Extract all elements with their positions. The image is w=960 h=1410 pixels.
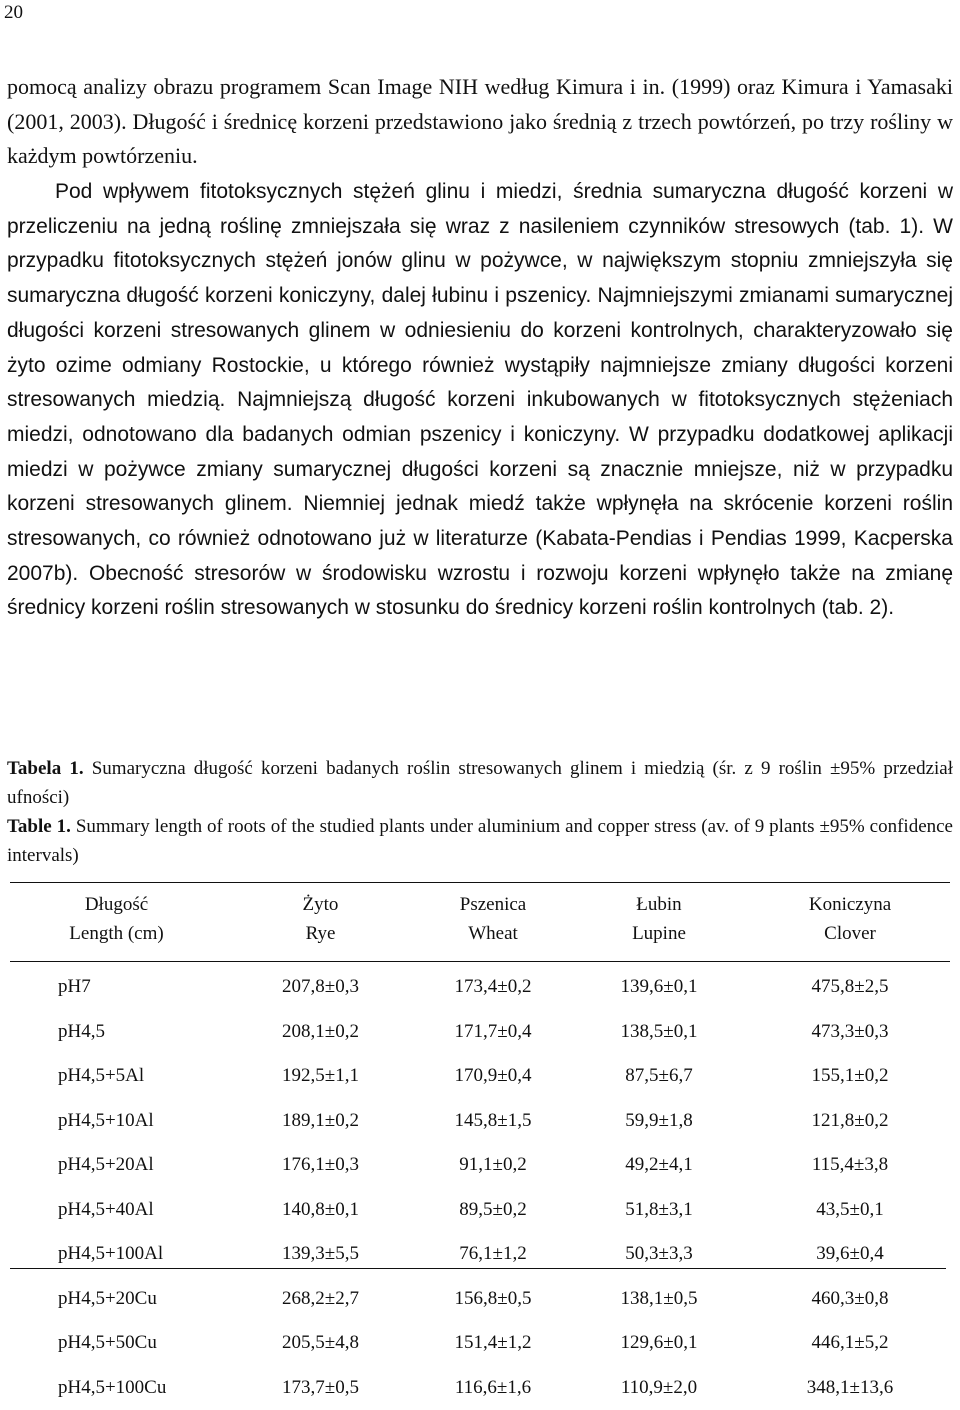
paragraph-results: Pod wpływem fitotoksycznych stężeń glinu i miedzi, średnia sumaryczna długość korzeni w przeliczeniu na jedną roślinę zmniejszała się wraz z nasileniem czynników stresowych (tab. 1). W przypadku fitotoksycznych stężeń jonów glinu w pożywce, w największym stopniu zmniejszyła się sumaryczna długość korzeni koniczyny, dalej łubinu i pszenicy. Najmniejszymi zmianami sumarycznej długości korzeni stresowanych glinem w odniesieniu do korzeni kontrolnych, charakteryzowało się żyto ozime odmiany Rostockie, u którego również wystąpiły najmniejsze zmiany długości korzeni stresowanych miedzią. Najmniejszą długość korzeni inkubowanych w fitotoksycznych stężeniach miedzi, odnotowano dla badanych odmian pszenicy i koniczyny. W przypadku dodatkowej aplikacji miedzi w pożywce zmiany sumarycznej długości korzeni są znacznie mniejsze, niż w przypadku korzeni stresowanych glinem. Niemniej jednak miedź także wpłynęła na skrócenie korzeni roślin stresowanych, co również odnotowano już w literaturze (Kabata-Pendias i Pendias 1999, Kacperska 2007b). Obecność stresorów w środowisku wzrostu i rozwoju korzeni wpłynęło także na zmianę średnicy korzeni roślin stresowanych w stosunku do średnicy korzeni roślin kontrolnych (tab. 2). bbox=[7, 175, 953, 626]
value-cell: 39,6±0,4 bbox=[740, 1232, 960, 1277]
value-cell: 207,8±0,3 bbox=[233, 965, 408, 1010]
value-cell: 110,9±2,0 bbox=[578, 1366, 740, 1410]
header-cell: Żyto bbox=[233, 890, 408, 919]
value-cell: 51,8±3,1 bbox=[578, 1188, 740, 1233]
value-cell: 138,5±0,1 bbox=[578, 1010, 740, 1055]
value-cell: 176,1±0,3 bbox=[233, 1143, 408, 1188]
row-label: pH4,5+10Al bbox=[0, 1099, 233, 1144]
value-cell: 475,8±2,5 bbox=[740, 965, 960, 1010]
row-label: pH4,5+100Al bbox=[0, 1232, 233, 1277]
value-cell: 49,2±4,1 bbox=[578, 1143, 740, 1188]
table-row bbox=[0, 1232, 960, 1277]
value-cell: 173,7±0,5 bbox=[233, 1366, 408, 1410]
table-row bbox=[0, 1010, 960, 1055]
value-cell: 460,3±0,8 bbox=[740, 1277, 960, 1322]
header-cell: Rye bbox=[233, 919, 408, 948]
header-cell: Pszenica bbox=[408, 890, 578, 919]
value-cell: 173,4±0,2 bbox=[408, 965, 578, 1010]
value-cell: 138,1±0,5 bbox=[578, 1277, 740, 1322]
row-label: pH4,5+40Al bbox=[0, 1188, 233, 1233]
value-cell: 116,6±1,6 bbox=[408, 1366, 578, 1410]
header-cell: Length (cm) bbox=[0, 919, 233, 948]
root-length-table bbox=[0, 890, 960, 1410]
value-cell: 348,1±13,6 bbox=[740, 1366, 960, 1410]
table-row bbox=[0, 1099, 960, 1144]
table-caption-english bbox=[7, 812, 953, 870]
value-cell: 446,1±5,2 bbox=[740, 1321, 960, 1366]
row-label: pH4,5+5Al bbox=[0, 1054, 233, 1099]
value-cell: 129,6±0,1 bbox=[578, 1321, 740, 1366]
row-label: pH4,5+20Cu bbox=[0, 1277, 233, 1322]
table-row bbox=[0, 1277, 960, 1322]
row-label: pH4,5 bbox=[0, 1010, 233, 1055]
table-top-rule bbox=[10, 882, 950, 883]
value-cell: 121,8±0,2 bbox=[740, 1099, 960, 1144]
table-label-english: Table 1. bbox=[7, 816, 71, 837]
table-row bbox=[0, 1188, 960, 1233]
value-cell: 473,3±0,3 bbox=[740, 1010, 960, 1055]
value-cell: 171,7±0,4 bbox=[408, 1010, 578, 1055]
header-cell: Wheat bbox=[408, 919, 578, 948]
aluminium-rows bbox=[0, 965, 960, 1277]
value-cell: 50,3±3,3 bbox=[578, 1232, 740, 1277]
table-caption-english-text: Summary length of roots of the studied plants under aluminium and copper stress (av. of 9 plants ±95% confidence intervals) bbox=[7, 816, 953, 866]
row-label: pH4,5+50Cu bbox=[0, 1321, 233, 1366]
row-label: pH7 bbox=[0, 965, 233, 1010]
value-cell: 43,5±0,1 bbox=[740, 1188, 960, 1233]
header-cell: Koniczyna bbox=[740, 890, 960, 919]
header-cell: Łubin bbox=[578, 890, 740, 919]
table-row bbox=[0, 1054, 960, 1099]
row-label: pH4,5+20Al bbox=[0, 1143, 233, 1188]
value-cell: 87,5±6,7 bbox=[578, 1054, 740, 1099]
row-label: pH4,5+100Cu bbox=[0, 1366, 233, 1410]
value-cell: 89,5±0,2 bbox=[408, 1188, 578, 1233]
value-cell: 59,9±1,8 bbox=[578, 1099, 740, 1144]
table-label-polish: Tabela 1. bbox=[7, 758, 84, 779]
table-header-row-polish bbox=[0, 890, 960, 919]
table-row bbox=[0, 1143, 960, 1188]
value-cell: 192,5±1,1 bbox=[233, 1054, 408, 1099]
value-cell: 151,4±1,2 bbox=[408, 1321, 578, 1366]
value-cell: 189,1±0,2 bbox=[233, 1099, 408, 1144]
header-cell: Lupine bbox=[578, 919, 740, 948]
table-row bbox=[0, 965, 960, 1010]
value-cell: 205,5±4,8 bbox=[233, 1321, 408, 1366]
copper-rows bbox=[0, 1277, 960, 1410]
value-cell: 156,8±0,5 bbox=[408, 1277, 578, 1322]
value-cell: 170,9±0,4 bbox=[408, 1054, 578, 1099]
value-cell: 208,1±0,2 bbox=[233, 1010, 408, 1055]
value-cell: 115,4±3,8 bbox=[740, 1143, 960, 1188]
value-cell: 155,1±0,2 bbox=[740, 1054, 960, 1099]
table-row bbox=[0, 1366, 960, 1410]
table-row bbox=[0, 1321, 960, 1366]
page-number: 20 bbox=[4, 2, 23, 24]
value-cell: 76,1±1,2 bbox=[408, 1232, 578, 1277]
header-cell: Clover bbox=[740, 919, 960, 948]
value-cell: 91,1±0,2 bbox=[408, 1143, 578, 1188]
table-caption-polish-text: Sumaryczna długość korzeni badanych roślin stresowanych glinem i miedzią (śr. z 9 roślin ±95% przedział ufności) bbox=[7, 758, 953, 808]
value-cell: 140,8±0,1 bbox=[233, 1188, 408, 1233]
paragraph-methods: pomocą analizy obrazu programem Scan Image NIH według Kimura i in. (1999) oraz Kimura i Yamasaki (2001, 2003). Długość i średnicę korzeni przedstawiono jako średnią z trzech powtórzeń, po trzy rośliny w każdym powtórzeniu. bbox=[7, 70, 953, 174]
table-caption-polish bbox=[7, 754, 953, 812]
value-cell: 145,8±1,5 bbox=[408, 1099, 578, 1144]
value-cell: 139,3±5,5 bbox=[233, 1232, 408, 1277]
table-header-row-english bbox=[0, 919, 960, 948]
header-cell: Długość bbox=[0, 890, 233, 919]
value-cell: 268,2±2,7 bbox=[233, 1277, 408, 1322]
value-cell: 139,6±0,1 bbox=[578, 965, 740, 1010]
